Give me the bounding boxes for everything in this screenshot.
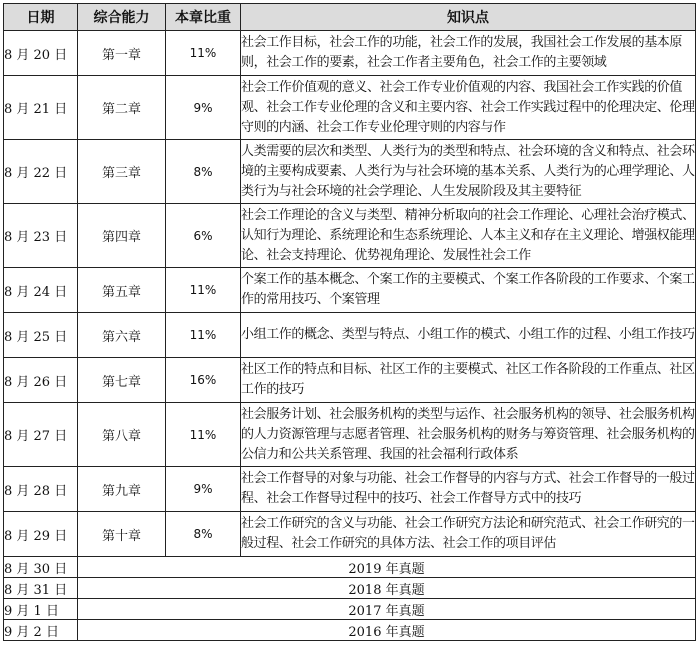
chapter-cell: 第六章 (78, 313, 166, 358)
exam-row (4, 620, 696, 641)
knowledge-cell: 人类需要的层次和类型、人类行为的类型和特点、社会环境的含义和特点、社会环境的主要构成要素、人类行为与社会环境的基本关系、人类行为的心理学理论、人类行为与社会环境的社会学理论、人生发展阶段及其主要特征 (241, 140, 696, 204)
chapter-cell: 第九章 (78, 467, 166, 512)
table-row (4, 76, 696, 140)
chapter-cell: 第七章 (78, 358, 166, 403)
date-cell: 8 月 28 日 (4, 467, 78, 512)
chapter-cell: 第一章 (78, 31, 166, 76)
date-cell: 8 月 23 日 (4, 204, 78, 268)
date-cell: 8 月 22 日 (4, 140, 78, 204)
knowledge-cell: 小组工作的概念、类型与特点、小组工作的模式、小组工作的过程、小组工作技巧 (241, 313, 696, 358)
date-cell: 8 月 24 日 (4, 268, 78, 313)
header-date: 日期 (4, 4, 78, 31)
date-cell: 8 月 26 日 (4, 358, 78, 403)
header-percent: 本章比重 (166, 4, 241, 31)
exam-cell: 2019 年真题 (78, 557, 696, 578)
date-cell: 8 月 31 日 (4, 578, 78, 599)
knowledge-cell: 社会工作督导的对象与功能、社会工作督导的内容与方式、社会工作督导的一般过程、社会工作督导过程中的技巧、社会工作督导方式中的技巧 (241, 467, 696, 512)
percent-cell: 11% (166, 268, 241, 313)
exam-cell: 2017 年真题 (78, 599, 696, 620)
knowledge-cell: 社会工作价值观的意义、社会工作专业价值观的内容、我国社会工作实践的价值观、社会工作专业伦理的含义和主要内容、社会工作实践过程中的伦理决定、伦理守则的内涵、社会工作专业伦理守则的内容与作 (241, 76, 696, 140)
table-row (4, 467, 696, 512)
table-row (4, 403, 696, 467)
percent-cell: 11% (166, 31, 241, 76)
date-cell: 8 月 30 日 (4, 557, 78, 578)
date-cell: 8 月 25 日 (4, 313, 78, 358)
knowledge-cell: 社会工作目标，社会工作的功能，社会工作的发展，我国社会工作发展的基本原则，社会工作的要素，社会工作者主要角色，社会工作的主要领域 (241, 31, 696, 76)
date-cell: 8 月 20 日 (4, 31, 78, 76)
chapter-cell: 第四章 (78, 204, 166, 268)
table-row (4, 204, 696, 268)
chapter-cell: 第八章 (78, 403, 166, 467)
date-cell: 8 月 29 日 (4, 512, 78, 557)
header-row (4, 4, 696, 31)
study-schedule-table (3, 3, 696, 641)
table-row (4, 313, 696, 358)
schedule-table-wrapper (3, 3, 696, 641)
exam-row (4, 578, 696, 599)
header-ability: 综合能力 (78, 4, 166, 31)
chapter-cell: 第三章 (78, 140, 166, 204)
table-row (4, 140, 696, 204)
knowledge-cell: 个案工作的基本概念、个案工作的主要模式、个案工作各阶段的工作要求、个案工作的常用技巧、个案管理 (241, 268, 696, 313)
percent-cell: 11% (166, 313, 241, 358)
date-cell: 8 月 27 日 (4, 403, 78, 467)
table-row (4, 358, 696, 403)
knowledge-cell: 社会工作研究的含义与功能、社会工作研究方法论和研究范式、社会工作研究的一般过程、社会工作研究的具体方法、社会工作的项目评估 (241, 512, 696, 557)
knowledge-cell: 社会服务计划、社会服务机构的类型与运作、社会服务机构的领导、社会服务机构的人力资源管理与志愿者管理、社会服务机构的财务与筹资管理、社会服务机构的公信力和公共关系管理、我国的社会福利行政体系 (241, 403, 696, 467)
percent-cell: 9% (166, 467, 241, 512)
date-cell: 8 月 21 日 (4, 76, 78, 140)
chapter-cell: 第十章 (78, 512, 166, 557)
exam-cell: 2016 年真题 (78, 620, 696, 641)
exam-row (4, 599, 696, 620)
exam-row (4, 557, 696, 578)
date-cell: 9 月 1 日 (4, 599, 78, 620)
header-knowledge: 知识点 (241, 4, 696, 31)
exam-cell: 2018 年真题 (78, 578, 696, 599)
table-row (4, 268, 696, 313)
table-row (4, 31, 696, 76)
percent-cell: 16% (166, 358, 241, 403)
table-row (4, 512, 696, 557)
knowledge-cell: 社会工作理论的含义与类型、精神分析取向的社会工作理论、心理社会治疗模式、认知行为理论、系统理论和生态系统理论、人本主义和存在主义理论、增强权能理论、社会支持理论、优势视角理论、发展性社会工作 (241, 204, 696, 268)
percent-cell: 9% (166, 76, 241, 140)
date-cell: 9 月 2 日 (4, 620, 78, 641)
percent-cell: 6% (166, 204, 241, 268)
percent-cell: 8% (166, 512, 241, 557)
percent-cell: 11% (166, 403, 241, 467)
chapter-cell: 第二章 (78, 76, 166, 140)
chapter-cell: 第五章 (78, 268, 166, 313)
percent-cell: 8% (166, 140, 241, 204)
knowledge-cell: 社区工作的特点和目标、社区工作的主要模式、社区工作各阶段的工作重点、社区工作的技巧 (241, 358, 696, 403)
